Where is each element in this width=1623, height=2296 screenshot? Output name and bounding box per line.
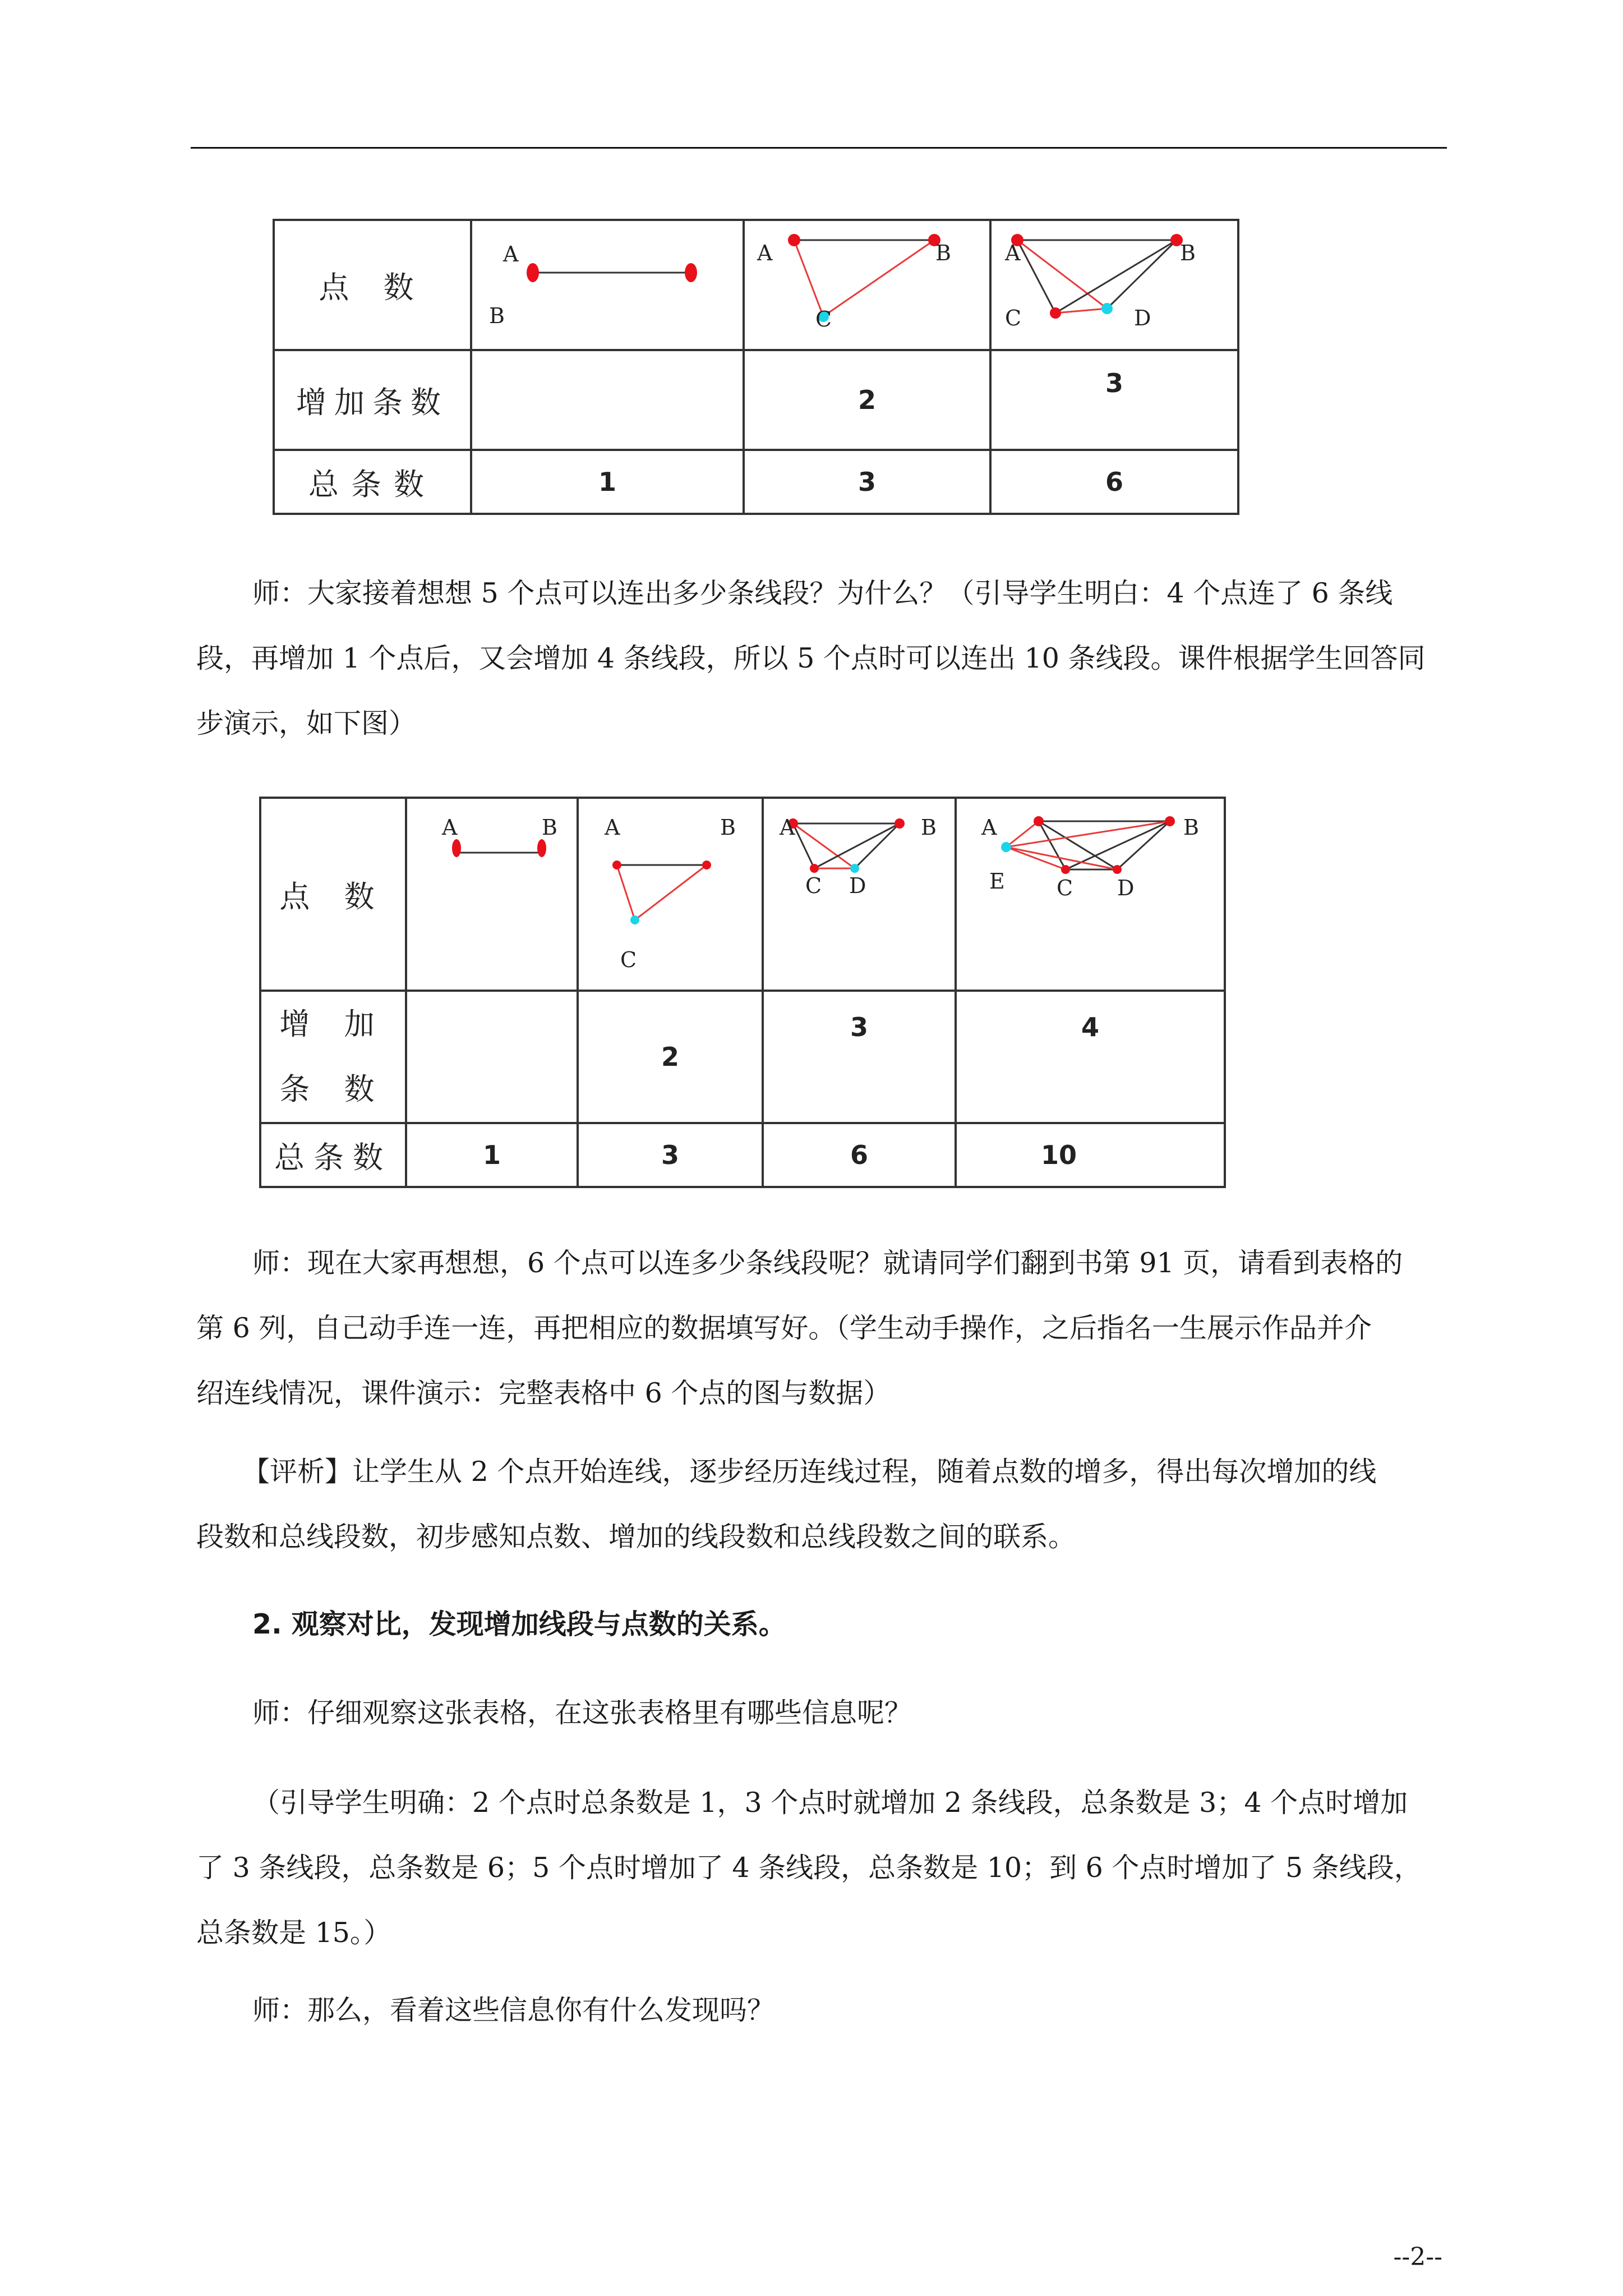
label-increase bbox=[261, 992, 405, 1122]
paragraph-5 bbox=[196, 1770, 1447, 1966]
t2-inc-value: 2 bbox=[661, 1042, 679, 1072]
text-line: 师：大家接着想想 5 个点可以连出多少条线段？为什么？（引导学生明白：4 个点连了 6 条线 bbox=[252, 577, 1393, 609]
t2-inc-value: 4 bbox=[1081, 1012, 1099, 1042]
pt-label: B bbox=[1180, 241, 1196, 265]
diagram-5-points bbox=[957, 799, 1224, 990]
section-heading bbox=[196, 1592, 1503, 1657]
row-label-points bbox=[274, 220, 471, 350]
t2-inc-cell bbox=[956, 991, 1225, 1123]
pt-label: A bbox=[780, 815, 795, 840]
pt-label: A bbox=[757, 241, 773, 265]
t2-diagram-5pts bbox=[956, 798, 1225, 991]
t2-inc-value: 3 bbox=[850, 1012, 868, 1042]
t1-total-cell bbox=[471, 450, 744, 514]
diagram-3-points bbox=[579, 799, 762, 990]
pt-label: C bbox=[1057, 876, 1073, 900]
pt-label: B bbox=[720, 815, 736, 840]
pt-label: A bbox=[1005, 241, 1021, 265]
pt-label: B bbox=[921, 815, 937, 840]
diagram-2-points bbox=[472, 221, 743, 349]
diagram-4-points bbox=[992, 221, 1237, 349]
pt-label: C bbox=[815, 307, 832, 332]
pt-label: C bbox=[1005, 306, 1022, 330]
row-label-total bbox=[260, 1123, 406, 1187]
t2-diagram-3pts bbox=[578, 798, 763, 991]
label-total: 总条数 bbox=[308, 466, 436, 502]
paragraph-1 bbox=[196, 561, 1447, 756]
row-label-points bbox=[260, 798, 406, 991]
t1-inc-value: 3 bbox=[1105, 368, 1123, 398]
label-points: 点 数 bbox=[319, 269, 426, 305]
heading-text: 2. 观察对比，发现增加线段与点数的关系。 bbox=[252, 1608, 786, 1640]
t2-total-value: 6 bbox=[850, 1140, 868, 1170]
t2-total-value: 10 bbox=[1041, 1140, 1077, 1170]
header-rule bbox=[191, 147, 1447, 149]
t2-inc-cell bbox=[578, 991, 763, 1123]
t1-total-value: 6 bbox=[1105, 467, 1123, 497]
text-line: 段，再增加 1 个点后，又会增加 4 条线段，所以 5 个点时可以连出 10 条线段。课件根据学生回答同 bbox=[196, 642, 1426, 674]
t1-inc-value: 2 bbox=[857, 385, 876, 415]
label-increase-line1: 增 加 bbox=[279, 1006, 387, 1042]
t1-diagram-4pts bbox=[990, 220, 1238, 350]
row-label-increase bbox=[274, 350, 471, 450]
paragraph-3-comment bbox=[196, 1439, 1447, 1570]
text-line: 段数和总线段数，初步感知点数、增加的线段数和总线段数之间的联系。 bbox=[196, 1521, 1076, 1553]
label-increase: 增加条数 bbox=[296, 384, 449, 420]
t2-diagram-2pts bbox=[406, 798, 578, 991]
diagram-2-points bbox=[407, 799, 577, 990]
text-line: 绍连线情况，课件演示：完整表格中 6 个点的图与数据） bbox=[196, 1377, 891, 1409]
text-line: 师：那么，看着这些信息你有什么发现吗？ bbox=[252, 1994, 775, 2026]
t1-total-value: 3 bbox=[857, 467, 876, 497]
label-increase-line2: 条 数 bbox=[279, 1071, 387, 1107]
row-label-total bbox=[274, 450, 471, 514]
paragraph-6 bbox=[196, 1978, 1503, 2043]
pt-label: A bbox=[442, 815, 458, 840]
table-2 bbox=[259, 797, 1226, 1188]
t2-inc-cell bbox=[763, 991, 956, 1123]
pt-label: A bbox=[503, 242, 519, 266]
table-1 bbox=[273, 219, 1239, 515]
pt-label: C bbox=[620, 947, 637, 972]
t2-inc-cell bbox=[406, 991, 578, 1123]
diagram-4-points bbox=[764, 799, 955, 990]
t1-inc-cell bbox=[990, 350, 1238, 450]
t2-diagram-4pts bbox=[763, 798, 956, 991]
pt-label: A bbox=[605, 815, 620, 840]
pt-label: D bbox=[1117, 876, 1135, 900]
t1-total-cell bbox=[744, 450, 990, 514]
t1-diagram-3pts bbox=[744, 220, 990, 350]
pt-label: B bbox=[489, 303, 505, 328]
t1-total-cell bbox=[990, 450, 1238, 514]
text-line: 总条数是 15。） bbox=[196, 1917, 391, 1949]
t1-inc-cell bbox=[744, 350, 990, 450]
row-label-increase bbox=[260, 991, 406, 1123]
text-line: （引导学生明确：2 个点时总条数是 1，3 个点时就增加 2 条线段，总条数是 3；4 个点时增加 bbox=[252, 1787, 1408, 1819]
t2-total-cell bbox=[956, 1123, 1225, 1187]
paragraph-2 bbox=[196, 1231, 1447, 1426]
pt-label: B bbox=[935, 241, 951, 265]
t2-total-value: 1 bbox=[482, 1140, 501, 1170]
text-line: 步演示，如下图） bbox=[196, 707, 417, 739]
t2-total-cell bbox=[406, 1123, 578, 1187]
paragraph-4 bbox=[196, 1681, 1503, 1746]
t2-total-value: 3 bbox=[661, 1140, 679, 1170]
t1-diagram-2pts bbox=[471, 220, 744, 350]
pt-label: C bbox=[805, 873, 822, 898]
t2-total-cell bbox=[763, 1123, 956, 1187]
pt-label: D bbox=[849, 873, 866, 898]
text-line: 【评析】让学生从 2 个点开始连线，逐步经历连线过程，随着点数的增多，得出每次增加的线 bbox=[242, 1456, 1377, 1488]
label-points: 点 数 bbox=[279, 878, 387, 914]
pt-label: A bbox=[981, 815, 997, 840]
text-line: 了 3 条线段，总条数是 6；5 个点时增加了 4 条线段，总条数是 10；到 6 个点时增加了 5 条线段， bbox=[196, 1852, 1422, 1884]
diagram-3-points bbox=[745, 221, 989, 349]
pt-label: B bbox=[1183, 815, 1199, 840]
label-total: 总条数 bbox=[274, 1139, 392, 1175]
text-line: 师：现在大家再想想，6 个点可以连多少条线段呢？就请同学们翻到书第 91 页，请看到表格的 bbox=[252, 1247, 1403, 1279]
pt-label: D bbox=[1134, 306, 1151, 330]
pt-label: E bbox=[989, 869, 1005, 894]
t1-total-value: 1 bbox=[598, 467, 616, 497]
page-number: --2-- bbox=[1393, 2243, 1442, 2271]
t1-inc-cell bbox=[471, 350, 744, 450]
text-line: 师：仔细观察这张表格，在这张表格里有哪些信息呢？ bbox=[252, 1697, 912, 1729]
t2-total-cell bbox=[578, 1123, 763, 1187]
pt-label: B bbox=[542, 815, 557, 840]
text-line: 第 6 列，自己动手连一连，再把相应的数据填写好。（学生动手操作，之后指名一生展示作品并介 bbox=[196, 1312, 1372, 1344]
